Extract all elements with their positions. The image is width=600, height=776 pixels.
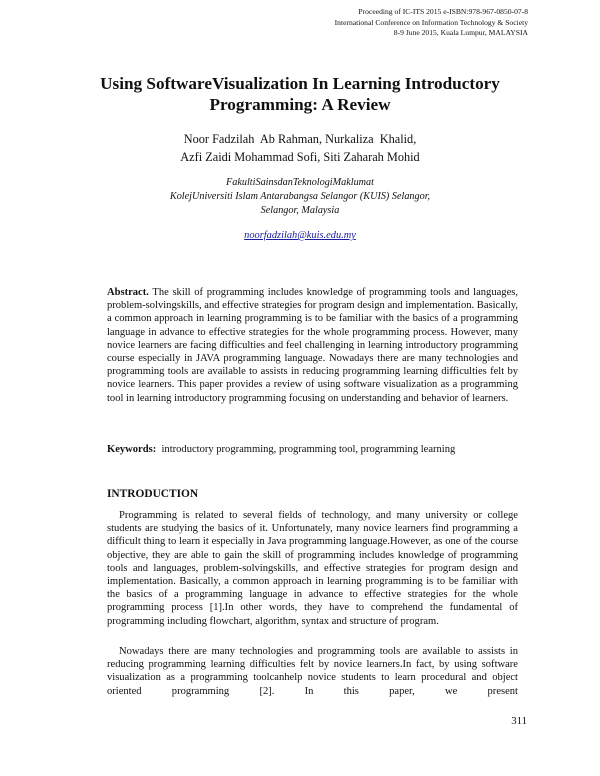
intro-paragraph-1: Programming is related to several fields of technology, and many university or college students are studying the basics of it. Unfortunately, many novice learners find programming a difficult thing to learn it especially in Java programming language.However, as one of the course objective, they are able to gain the skill of programming includes knowledge of programming tools and languages, problem-solvingskills, and effective strategies for program design and implementation. Basically, a common approach in learning programming is to be familiar with the basics of a programming language in advance to effective strategies for the whole programming process [1].In other words, they have to comprehend the fundamental of programming including flowchart, algorithm, syntax and structure of program. [107, 510, 518, 627]
title-line-1: Using SoftwareVisualization In Learning Introductory [100, 74, 500, 93]
header-line-1: Proceeding of IC-ITS 2015 e-ISBN:978-967-0850-07-8 [358, 7, 528, 16]
affiliation-line-3: Selangor, Malaysia [260, 205, 340, 217]
keywords-label: Keywords: [107, 444, 157, 455]
affiliation [60, 176, 540, 219]
header-line-3: 8-9 June 2015, Kuala Lumpur, MALAYSIA [393, 28, 528, 38]
abstract-label: Abstract. [107, 287, 149, 298]
affiliation-line-1: FakultiSainsdanTeknologiMaklumat [226, 177, 374, 188]
author-list [60, 131, 540, 166]
section-heading-introduction: INTRODUCTION [107, 488, 199, 500]
email-link[interactable]: noorfadzilah@kuis.edu.my [244, 230, 356, 241]
abstract-text: The skill of programming includes knowledge of programming tools and languages, problem-solvingskills, and effective strategies for program design and implementation. Basically, a common approach in learning programming is to be familiar with the basics of a programming language in advance to effective strategies for the whole programming process. However, many novice learners are facing difficulties and feel challenging in learning introductory programming course especially in JAVA programming language. Nowadays there are many technologies and programming tools are available to assists in reducing programming learning difficulties felt by novice learners. This paper provides a review of using software visualization as a programming tool in learning introductory programming focusing on understanding and behavior of learners. [107, 287, 518, 404]
intro-paragraph-2: Nowadays there are many technologies and programming tools are available to assists in reducing programming learning difficulties felt by novice learners.In fact, by using software visualization as a programming toolcanhelp novice students to learn procedural and object oriented programming [2]. In this paper, we present [107, 646, 518, 697]
running-header [335, 7, 528, 39]
keywords [107, 443, 518, 456]
keywords-text: introductory programming, programming tool, programming learning [161, 444, 456, 455]
authors-line-1: Noor Fadzilah Ab Rahman, Nurkaliza Khalid, [183, 132, 417, 146]
paper-title [60, 74, 540, 115]
page-number: 311 [511, 715, 527, 727]
abstract [107, 286, 518, 405]
header-line-2: International Conference on Information Technology & Society [334, 17, 528, 27]
email-link-wrapper [60, 230, 540, 241]
affiliation-line-2: KolejUniversiti Islam Antarabangsa Selangor (KUIS) Selangor, [169, 191, 431, 203]
title-line-2: Programming: A Review [209, 94, 391, 114]
authors-line-2: Azfi Zaidi Mohammad Sofi, Siti Zaharah Mohid [180, 149, 420, 164]
